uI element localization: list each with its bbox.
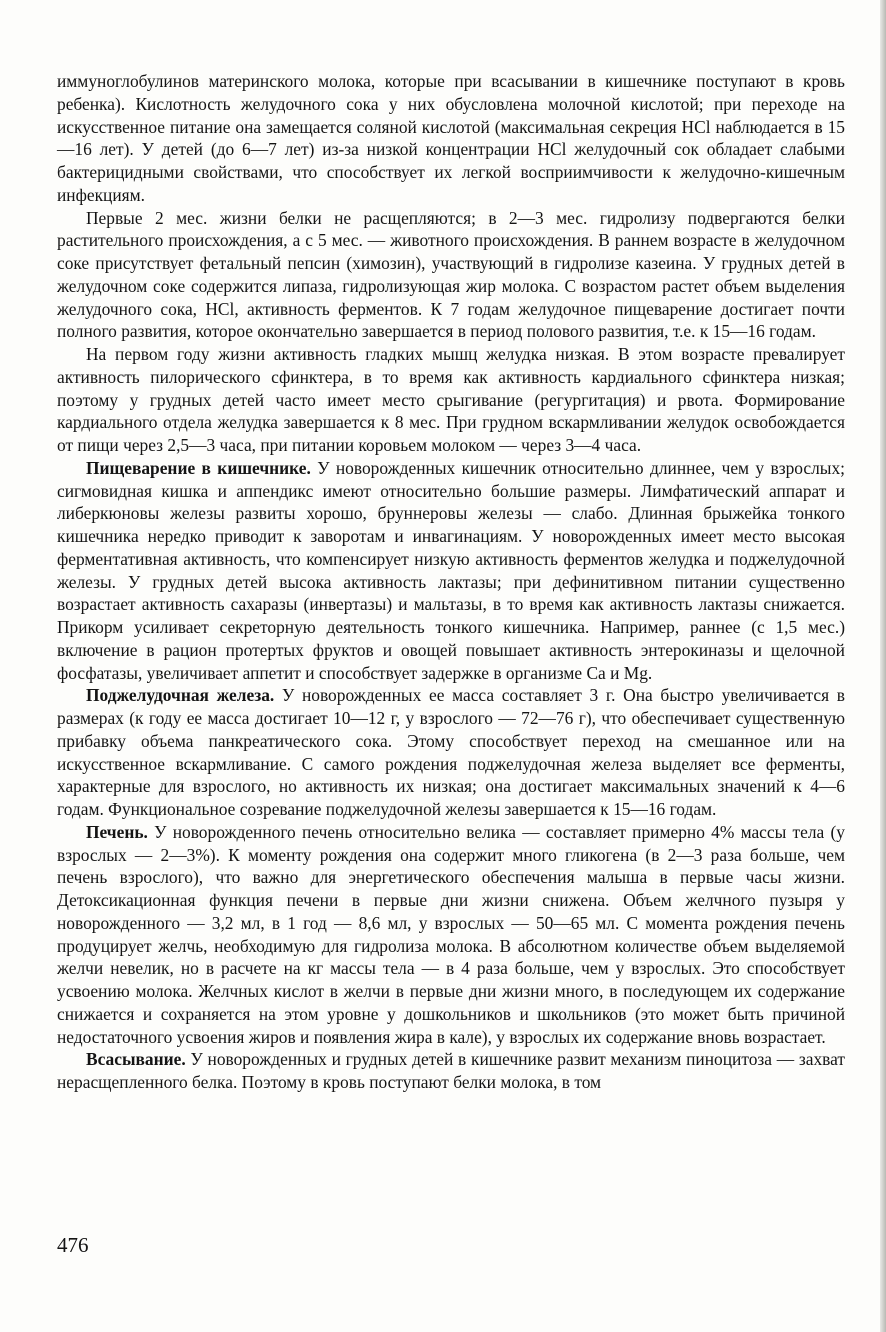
- paragraph-text: иммуноглобулинов материнского молока, которые при всасывании в кишечнике поступают в кровь ребенка). Кислотность желудочного сока у них обусловлена молочной кислотой; при переходе на искусственное питание она замещается соляной кислотой (максимальная секреция HCl наблюдается в 15—16 лет). У детей (до 6—7 лет) из-за низкой концентрации HCl желудочный сок обладает слабыми бактерицидными свойствами, что способствует их легкой восприимчивости к желудочно-кишечным инфекциям.: [57, 71, 845, 205]
- page-edge-shadow: [880, 0, 886, 1332]
- page-number: 476: [57, 1233, 89, 1257]
- paragraph-liver: [57, 821, 845, 1049]
- paragraph-1: [57, 70, 845, 207]
- paragraph-3: [57, 343, 845, 457]
- paragraph-text: У новорожденных кишечник относительно длиннее, чем у взрослых; сигмовидная кишка и аппендикс имеют относительно большие размеры. Лимфатический аппарат и либеркюновы железы развиты хорошо, бруннеровы железы — слабо. Длинная брыжейка тонкого кишечника нередко приводит к заворотам и инвагинациям. У новорожденных имеет место высокая ферментативная активность, что компенсирует низкую активность ферментов желудка и поджелудочной железы. У грудных детей высока активность лактазы; при дефинитивном питании существенно возрастает активность сахаразы (инвертазы) и мальтазы, в то время как активность лактазы снижается. Прикорм усиливает секреторную деятельность тонкого кишечника. Например, раннее (с 1,5 мес.) включение в рацион протертых фруктов и овощей повышает активность энтерокиназы и щелочной фосфатазы, увеличивает аппетит и способствует задержке в организме Ca и Mg.: [57, 457, 846, 683]
- paragraph-absorption: [57, 1048, 845, 1094]
- section-heading: Печень.: [86, 821, 148, 842]
- paragraph-text: У новорожденных ее масса составляет 3 г. Она быстро увеличивается в размерах (к году ее масса достигает 10—12 г, у взрослого — 72—76 г), что обеспечивает существенную прибавку объема панкреатического сока. Этому способствует переход на смешанное или на искусственное вскармливание. С самого рождения поджелудочная железа выделяет все ферменты, характерные для взрослого, но активность их низкая; она достигает максимальных значений к 4—6 годам. Функциональное созревание поджелудочной железы завершается к 15—16 годам.: [57, 685, 845, 819]
- section-heading: Поджелудочная железа.: [86, 685, 275, 706]
- paragraph-intestine: [57, 457, 845, 685]
- section-heading: Пищеварение в кишечнике.: [86, 457, 311, 478]
- paragraph-text: Первые 2 мес. жизни белки не расщепляются; в 2—3 мес. гидролизу подвергаются белки растительного происхождения, а с 5 мес. — животного происхождения. В раннем возрасте в желудочном соке присутствует фетальный пепсин (химозин), участвующий в гидролизе казеина. У грудных детей в желудочном соке содержится липаза, гидролизующая жир молока. С возрастом растет объем выделения желудочного сока, HCl, активность ферментов. К 7 годам желудочное пищеварение достигает почти полного развития, которое окончательно завершается в период полового развития, т.е. к 15—16 годам.: [57, 207, 845, 342]
- paragraph-2: [57, 207, 845, 344]
- paragraph-text: У новорожденных и грудных детей в кишечнике развит механизм пиноцитоза — захват нерасщепленного белка. Поэтому в кровь поступают белки молока, в том: [57, 1049, 845, 1092]
- paragraph-text: На первом году жизни активность гладких мышц желудка низкая. В этом возрасте превалирует активность пилорического сфинктера, в то время как активность кардиального сфинктера низкая; поэтому у грудных детей часто имеет место срыгивание (регургитация) и рвота. Формирование кардиального отдела желудка завершается к 8 мес. При грудном вскармливании желудок освобождается от пищи через 2,5—3 часа, при питании коровьем молоком — через 3—4 часа.: [57, 344, 845, 455]
- paragraph-pancreas: [57, 684, 845, 821]
- body-text: [57, 70, 845, 1094]
- paragraph-text: У новорожденного печень относительно велика — составляет примерно 4% массы тела (у взрослых — 2—3%). К моменту рождения она содержит много гликогена (в 2—3 раза больше, чем печень взрослого), что важно для энергетического обеспечения малыша в первые часы жизни. Детоксикационная функция печени в первые дни жизни снижена. Объем желчного пузыря у новорожденного — 3,2 мл, в 1 год — 8,6 мл, у взрослых — 50—65 мл. С момента рождения печень продуцирует желчь, необходимую для гидролиза молока. В абсолютном количестве объем выделяемой желчи невелик, но в расчете на кг массы тела — в 4 раза больше, чем у взрослых. Это способствует усвоению молока. Желчных кислот в желчи в первые дни жизни много, в последующем их содержание снижается и сохраняется на этом уровне у дошкольников и школьников (это может быть причиной недостаточного усвоения жиров и появления жира в кале), у взрослых их содержание вновь возрастает.: [57, 821, 845, 1047]
- section-heading: Всасывание.: [86, 1049, 186, 1070]
